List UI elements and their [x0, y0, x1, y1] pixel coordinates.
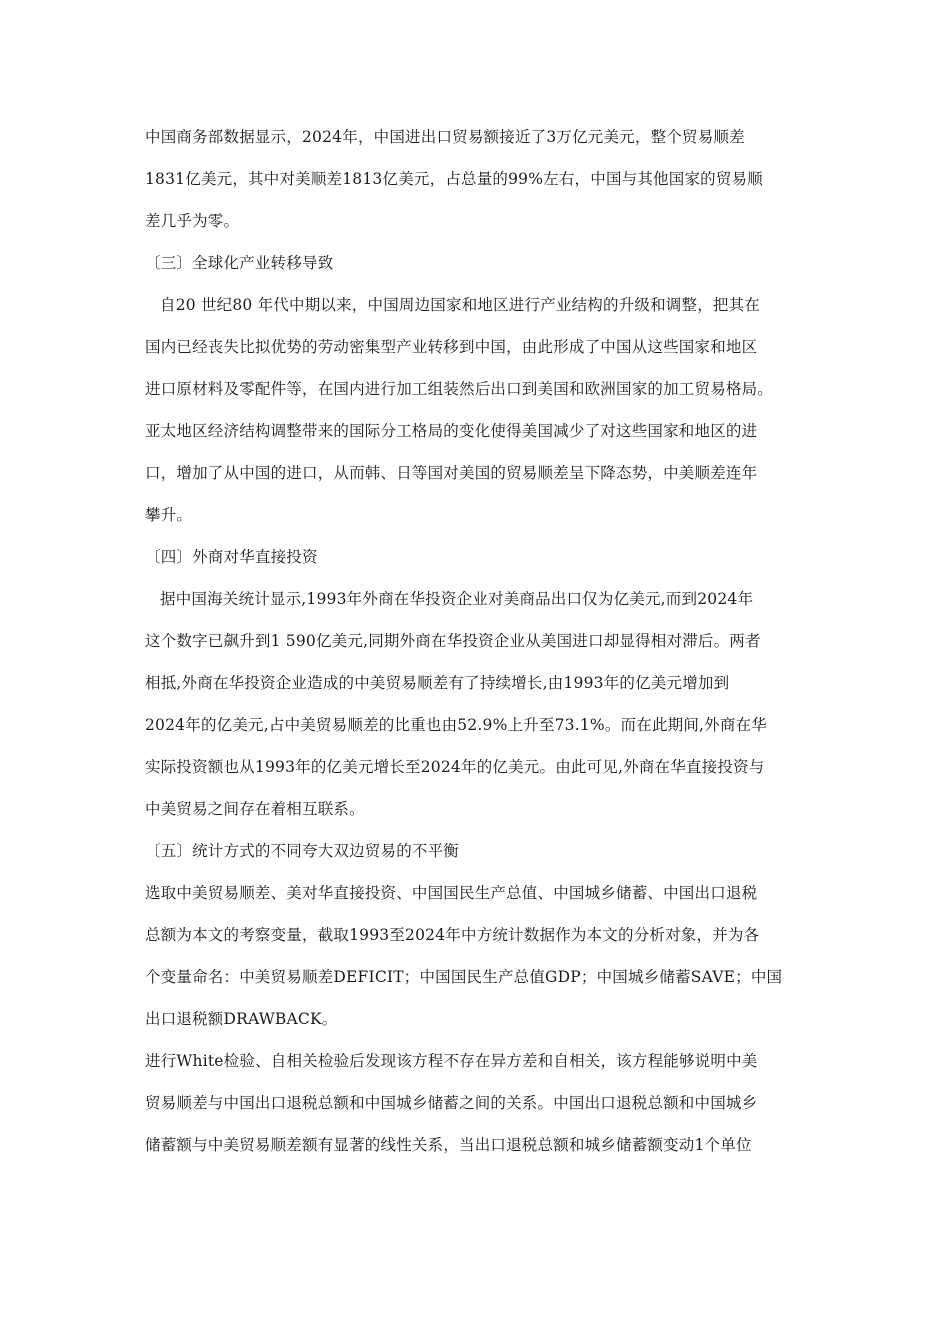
paragraph-1-line-3: 差几乎为零。 — [145, 212, 240, 230]
paragraph-5-line-3: 储蓄额与中美贸易顺差额有显著的线性关系，当出口退税总额和城乡储蓄额变动1个单位 — [145, 1136, 752, 1154]
paragraph-3-line-6: 中美贸易之间存在着相互联系。 — [145, 800, 365, 818]
paragraph-2-line-2: 国内已经丧失比拟优势的劳动密集型产业转移到中国，由此形成了中国从这些国家和地区 — [145, 338, 758, 356]
paragraph-4-line-2: 总额为本文的考察变量，截取1993至2024年中方统计数据作为本文的分析对象，并为各 — [145, 926, 760, 944]
paragraph-3-line-5: 实际投资额也从1993年的亿美元增长至2024年的亿美元。由此可见,外商在华直接投资与 — [145, 758, 765, 776]
section-heading-4: 〔四〕外商对华直接投资 — [145, 548, 318, 566]
paragraph-3-line-1: 据中国海关统计显示,1993年外商在华投资企业对美商品出口仅为亿美元,而到2024年 — [160, 590, 754, 608]
paragraph-3-line-3: 相抵,外商在华投资企业造成的中美贸易顺差有了持续增长,由1993年的亿美元增加到 — [145, 674, 730, 692]
section-heading-5: 〔五〕统计方式的不同夸大双边贸易的不平衡 — [145, 842, 460, 860]
paragraph-5-line-1: 进行White检验、自相关检验后发现该方程不存在异方差和自相关，该方程能够说明中美 — [145, 1052, 758, 1070]
paragraph-1-line-1: 中国商务部数据显示，2024年，中国进出口贸易额接近了3万亿元美元，整个贸易顺差 — [145, 128, 745, 146]
paragraph-2-line-1: 自20 世纪80 年代中期以来，中国周边国家和地区进行产业结构的升级和调整，把其在 — [160, 296, 761, 314]
paragraph-4-line-3: 个变量命名：中美贸易顺差DEFICIT；中国国民生产总值GDP；中国城乡储蓄SAVE；中国 — [145, 968, 783, 986]
paragraph-2-line-6: 攀升。 — [145, 506, 193, 524]
paragraph-2-line-3: 进口原材料及零配件等，在国内进行加工组装然后出口到美国和欧洲国家的加工贸易格局。 — [145, 380, 774, 398]
paragraph-4-line-1: 选取中美贸易顺差、美对华直接投资、中国国民生产总值、中国城乡储蓄、中国出口退税 — [145, 884, 758, 902]
paragraph-2-line-4: 亚太地区经济结构调整带来的国际分工格局的变化使得美国减少了对这些国家和地区的进 — [145, 422, 758, 440]
paragraph-5-line-2: 贸易顺差与中国出口退税总额和中国城乡储蓄之间的关系。中国出口退税总额和中国城乡 — [145, 1094, 758, 1112]
paragraph-1-line-2: 1831亿美元，其中对美顺差1813亿美元，占总量的99%左右，中国与其他国家的贸易顺 — [145, 170, 763, 188]
paragraph-4-line-4: 出口退税额DRAWBACK。 — [145, 1010, 338, 1028]
paragraph-2-line-5: 口，增加了从中国的进口，从而韩、日等国对美国的贸易顺差呈下降态势，中美顺差连年 — [145, 464, 758, 482]
paragraph-3-line-4: 2024年的亿美元,占中美贸易顺差的比重也由52.9%上升至73.1%。而在此期间,外商在华 — [145, 716, 767, 734]
paragraph-3-line-2: 这个数字已飙升到1 590亿美元,同期外商在华投资企业从美国进口却显得相对滞后。两者 — [145, 632, 761, 650]
section-heading-3: 〔三〕全球化产业转移导致 — [145, 254, 334, 272]
